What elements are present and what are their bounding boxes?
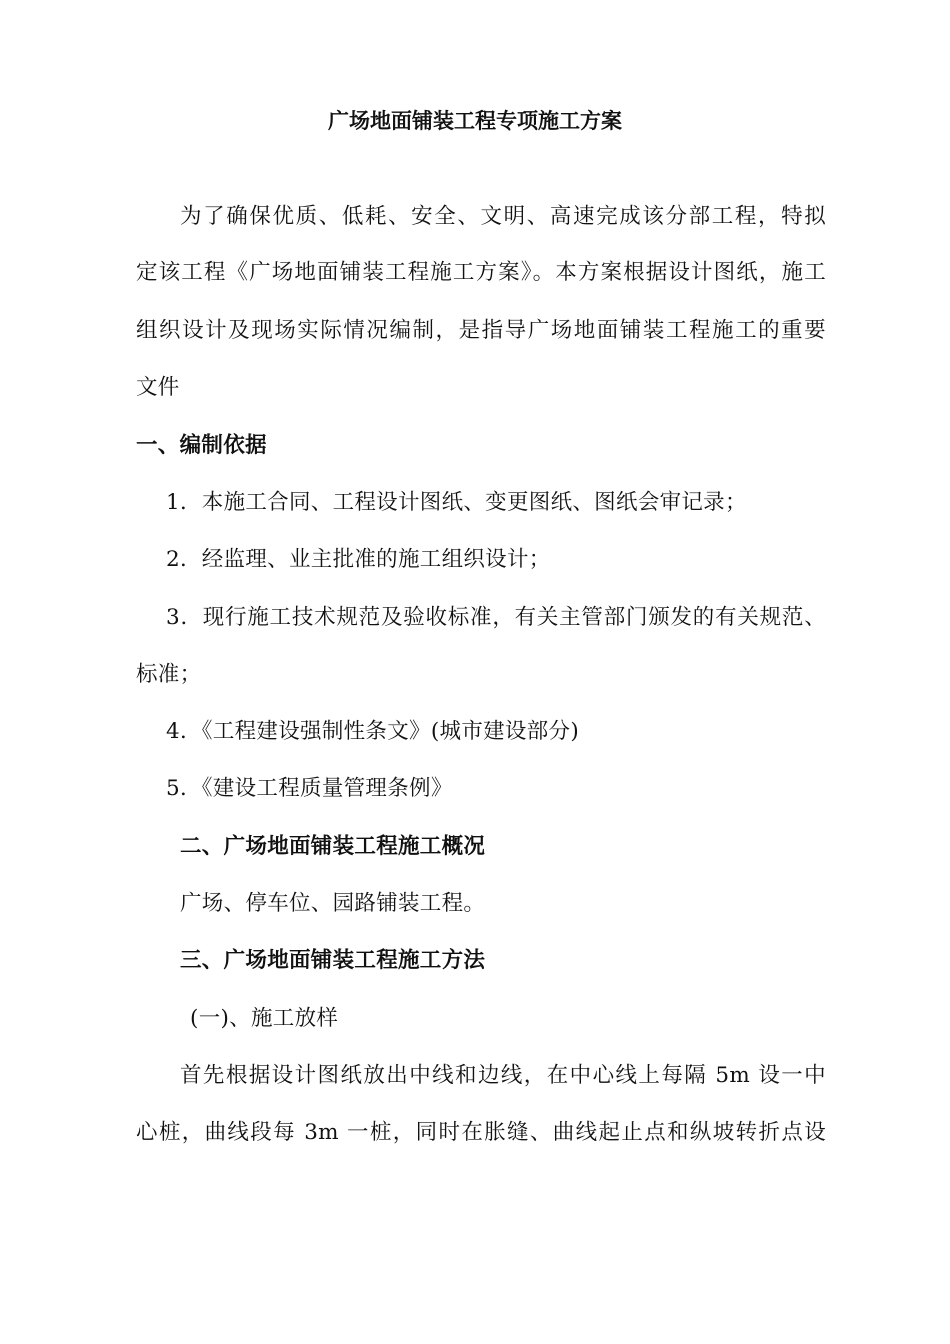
section-3-body-line-1: 首先根据设计图纸放出中线和边线，在中心线上每隔 5m 设一中 bbox=[180, 1063, 826, 1088]
intro-line-3: 组织设计及现场实际情况编制，是指导广场地面铺装工程施工的重要 bbox=[136, 318, 826, 343]
basis-item-3-continued: 标准； bbox=[136, 662, 202, 687]
section-3-body-line-2: 心桩，曲线段每 3m 一桩，同时在胀缝、曲线起止点和纵坡转折点设 bbox=[136, 1120, 826, 1145]
basis-item-5: 5．《建设工程质量管理条例》 bbox=[166, 776, 453, 801]
section-2-heading: 二、广场地面铺装工程施工概况 bbox=[180, 834, 486, 859]
basis-item-1: 1．本施工合同、工程设计图纸、变更图纸、图纸会审记录； bbox=[166, 490, 747, 515]
basis-item-3: 3．现行施工技术规范及验收标准，有关主管部门颁发的有关规范、 bbox=[166, 605, 826, 630]
intro-line-2: 定该工程《广场地面铺装工程施工方案》。本方案根据设计图纸，施工 bbox=[136, 260, 826, 285]
basis-item-4: 4．《工程建设强制性条文》(城市建设部分) bbox=[166, 719, 580, 744]
basis-item-2: 2．经监理、业主批准的施工组织设计； bbox=[166, 547, 551, 572]
document-title: 广场地面铺装工程专项施工方案 bbox=[328, 108, 622, 133]
section-1-heading: 一、编制依据 bbox=[136, 433, 267, 458]
section-3-heading: 三、广场地面铺装工程施工方法 bbox=[180, 948, 486, 973]
section-2-body: 广场、停车位、园路铺装工程。 bbox=[180, 891, 486, 916]
intro-line-1: 为了确保优质、低耗、安全、文明、高速完成该分部工程，特拟 bbox=[180, 204, 826, 229]
section-3-subheading: (一)、施工放样 bbox=[190, 1006, 339, 1031]
intro-line-4: 文件 bbox=[136, 375, 180, 400]
